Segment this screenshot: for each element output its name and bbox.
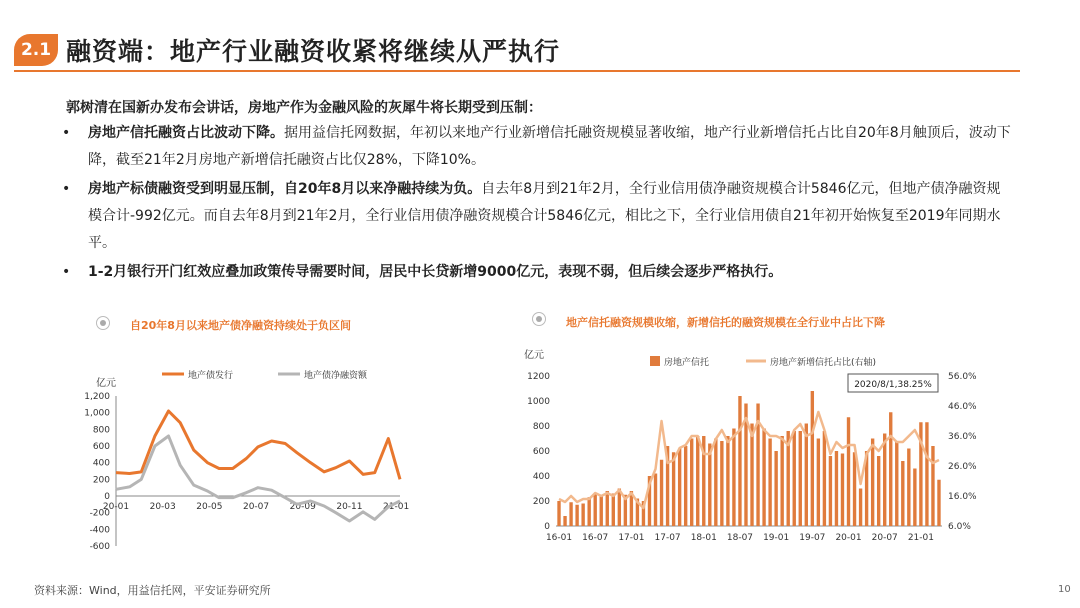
chart2-bar <box>859 489 862 527</box>
chart2-bar <box>720 441 723 526</box>
page-title: 融资端：地产行业融资收紧将继续从严执行 <box>66 37 561 66</box>
chart2-bar <box>696 436 699 526</box>
chart2-bar <box>563 516 566 526</box>
chart2-bar <box>738 396 741 526</box>
chart2-bar <box>780 436 783 526</box>
chart2-bar <box>805 424 808 527</box>
chart2-bar <box>925 422 928 526</box>
chart2-bar <box>750 424 753 527</box>
chart2-bar <box>847 417 850 526</box>
chart1-ytick-label: 800 <box>92 425 110 436</box>
chart2-ytick-label: 1000 <box>527 397 550 407</box>
chart2-xtick-label: 17-07 <box>654 533 681 543</box>
intro-text: 郭树清在国新办发布会讲话，房地产作为金融风险的灰犀牛将长期受到压制： <box>66 100 542 116</box>
chart2-y2tick-label: 16.0% <box>948 492 977 502</box>
chart2-bar <box>901 461 904 526</box>
bullet-item <box>62 120 1012 174</box>
chart2-bar <box>811 391 814 526</box>
chart2-bar <box>708 444 711 527</box>
chart2-xtick-label: 19-01 <box>763 533 790 543</box>
chart2-bar <box>600 495 603 526</box>
chart1-ytick-label: 1,200 <box>84 392 110 402</box>
chart2-bar <box>913 469 916 527</box>
chart2-bar <box>841 454 844 527</box>
chart2-bar <box>774 451 777 526</box>
chart1-ytick-label: 1,000 <box>84 408 110 419</box>
chart1-series-line <box>116 411 400 479</box>
chart1-ytick-label: -400 <box>89 525 110 536</box>
chart2-ytick-label: 0 <box>544 522 550 532</box>
bullet-list <box>62 120 1012 288</box>
chart2-xtick-label: 16-07 <box>582 533 609 543</box>
chart2-bar <box>612 494 615 527</box>
chart2-bar <box>594 494 597 527</box>
chart2-bar <box>762 429 765 527</box>
section-number-badge: 2.1 <box>14 34 58 66</box>
chart2-bar <box>853 452 856 526</box>
chart2-bar <box>714 439 717 527</box>
bullet-bold: 房地产信托融资占比波动下降。 <box>88 125 284 141</box>
chart2-xtick-label: 21-01 <box>907 533 934 543</box>
chart1-xtick-label: 20-07 <box>242 502 270 512</box>
chart2-bar <box>569 502 572 526</box>
chart2-bar <box>678 449 681 527</box>
chart2-xtick-label: 19-07 <box>799 533 826 543</box>
chart2-bar <box>732 429 735 527</box>
chart2-bar <box>581 504 584 527</box>
chart2-y2tick-label: 26.0% <box>948 462 977 472</box>
chart2-bar <box>793 431 796 526</box>
chart2-bar <box>883 434 886 527</box>
chart2-bar <box>937 480 940 526</box>
bullet-bold: 1-2月银行开门红效应叠加政策传导需要时间，居民中长贷新增9000亿元，表现不弱，但后续会逐步严格执行。 <box>88 264 783 280</box>
chart2-bar <box>871 439 874 527</box>
bullet-bold: 房地产标债融资受到明显压制，自20年8月以来净融持续为负。 <box>88 181 482 197</box>
chart2-bar <box>660 460 663 526</box>
chart1-radio-icon <box>96 316 110 330</box>
chart2-bar <box>799 431 802 526</box>
chart2-radio-icon <box>532 312 546 326</box>
chart2-ytick-label: 800 <box>532 422 550 432</box>
chart2-y2tick-label: 56.0% <box>948 372 977 382</box>
chart2-ytick-label: 600 <box>532 447 550 457</box>
chart2-bar <box>587 497 590 526</box>
bullet-item <box>62 259 1012 286</box>
chart2-bar <box>768 439 771 527</box>
chart2-bar <box>829 456 832 526</box>
chart1-xtick-label: 21-01 <box>383 502 410 512</box>
chart1-xtick-label: 20-11 <box>336 502 363 512</box>
chart2-bar <box>931 446 934 526</box>
chart1-ytick-label: -200 <box>89 508 110 519</box>
chart2-annotation-text: 2020/8/1,38.25% <box>854 380 932 390</box>
chart2-xtick-label: 16-01 <box>545 533 573 543</box>
chart2-legend-swatch <box>650 356 660 366</box>
chart2-bar <box>684 446 687 526</box>
chart2-bar <box>672 452 675 526</box>
chart2-bar <box>618 489 621 527</box>
chart2-ylabel: 亿元 <box>524 350 544 361</box>
chart2-bar <box>726 436 729 526</box>
chart1-ytick-label: 200 <box>92 475 110 486</box>
bullet-text: 自去年8月到21年2月，全行业信用债净融资规模合计5846亿元，但地产债净融资规模合计-992亿元。而自去年8月到21年2月，全行业信用债净融资规模合计5846亿元，相比之下，全行业信用债自21年初开始恢复至2019年同期水平。 <box>88 181 1001 251</box>
chart1-legend-label: 地产债发行 <box>188 371 234 381</box>
chart2-bar <box>654 474 657 527</box>
chart2-xtick-label: 20-07 <box>871 533 898 543</box>
chart2-bar <box>557 501 560 526</box>
chart1-xtick-label: 20-09 <box>289 502 316 512</box>
chart2-xtick-label: 18-01 <box>690 533 717 543</box>
chart2-y2tick-label: 46.0% <box>948 402 977 412</box>
chart2-bar <box>907 449 910 527</box>
chart1-ytick-label: -600 <box>89 542 110 552</box>
chart2-bar <box>606 491 609 526</box>
chart2-legend-label: 房地产新增信托占比(右轴) <box>770 358 877 368</box>
chart2-bar <box>575 505 578 526</box>
chart2-bar <box>690 439 693 527</box>
chart1-xtick-label: 20-01 <box>102 502 130 512</box>
chart2-ytick-label: 1200 <box>527 372 550 382</box>
chart2-bar <box>889 412 892 526</box>
chart2-title: 地产信托融资规模收缩，新增信托的融资规模在全行业中占比下降 <box>566 316 885 329</box>
chart2-svg <box>520 340 990 550</box>
chart1-ytick-label: 400 <box>92 458 110 469</box>
chart2-y2tick-label: 6.0% <box>948 522 971 532</box>
chart2-ytick-label: 200 <box>532 497 550 507</box>
chart2-bar <box>895 441 898 526</box>
chart2-bar <box>835 451 838 526</box>
chart1-xtick-label: 20-03 <box>149 502 176 512</box>
chart2-bar <box>877 456 880 526</box>
title-divider <box>14 70 1020 72</box>
page-number: 10 <box>1058 584 1071 595</box>
source-note: 资料来源：Wind，用益信托网，平安证券研究所 <box>34 584 271 597</box>
chart2-legend-label: 房地产信托 <box>664 358 710 368</box>
chart1-legend-label: 地产债净融资额 <box>304 371 368 381</box>
chart1-ytick-label: 0 <box>104 492 110 502</box>
chart2-ytick-label: 400 <box>532 472 550 482</box>
chart2-ratio-line <box>559 412 939 508</box>
chart1-title: 自20年8月以来地产债净融资持续处于负区间 <box>130 319 351 332</box>
chart2-bar <box>823 431 826 526</box>
chart2-y2tick-label: 36.0% <box>948 432 977 442</box>
chart1-ytick-label: 600 <box>92 442 110 452</box>
chart1-svg <box>70 362 410 572</box>
chart2-xtick-label: 17-01 <box>618 533 645 543</box>
chart2-xtick-label: 18-07 <box>726 533 754 543</box>
chart1-ylabel: 亿元 <box>96 378 116 389</box>
chart2-bar <box>817 439 820 527</box>
bullet-text: 据用益信托网数据，年初以来地产行业新增信托融资规模显著收缩，地产行业新增信托占比自20年8月触顶后，波动下降，截至21年2月房地产新增信托融资占比仅28%，下降10%。 <box>88 125 1011 168</box>
bullet-item <box>62 176 1012 257</box>
chart2-xtick-label: 20-01 <box>835 533 862 543</box>
chart1-xtick-label: 20-05 <box>196 502 223 512</box>
